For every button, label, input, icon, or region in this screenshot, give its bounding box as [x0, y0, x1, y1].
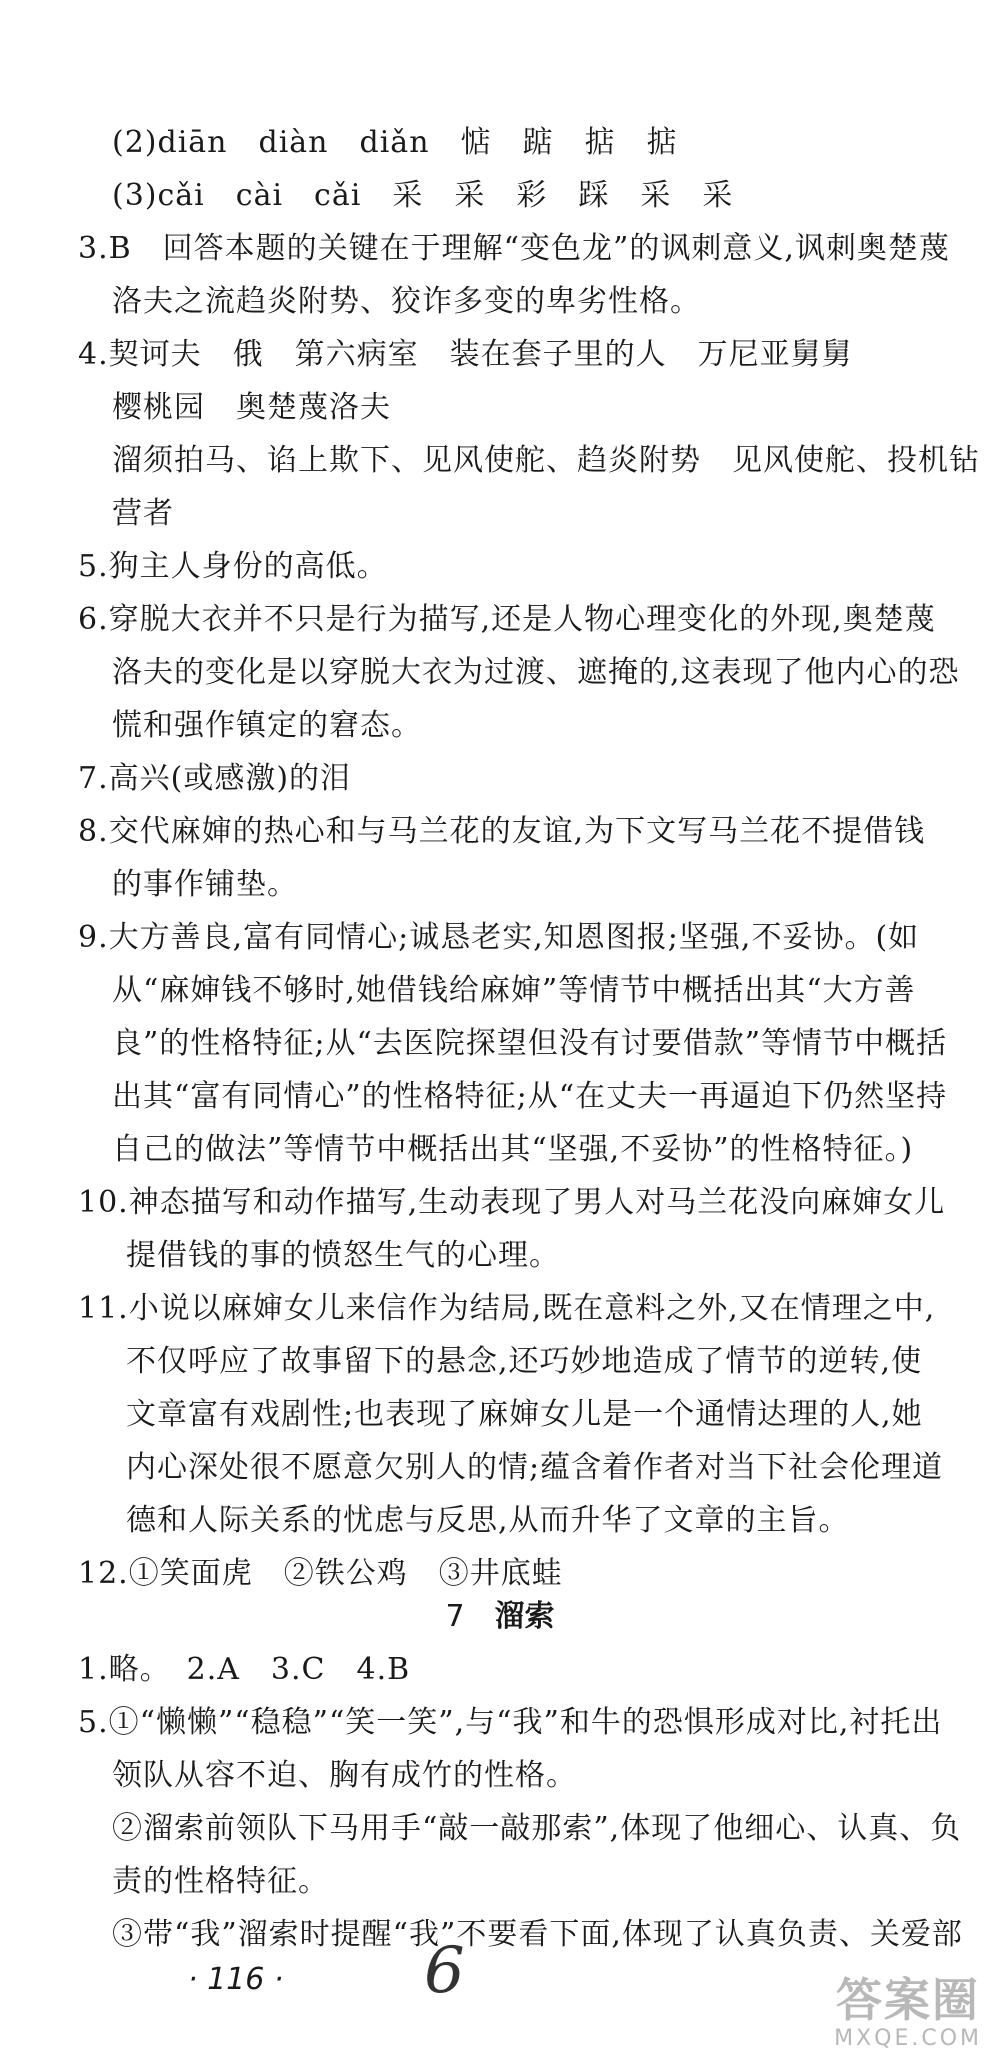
text-line: 从“麻婶钱不够时,她借钱给麻婶”等情节中概括出其“大方善: [112, 973, 916, 1008]
text-line: 自己的做法”等情节中概括出其“坚强,不妥协”的性格特征。): [112, 1132, 914, 1167]
text-line: 营者: [112, 496, 174, 531]
text-line: 良”的性格特征;从“去医院探望但没有讨要借款”等情节中概括: [112, 1026, 948, 1061]
text-line: 1.略。 2.A 3.C 4.B: [78, 1652, 411, 1687]
text-line: ③带“我”溜索时提醒“我”不要看下面,体现了认真负责、关爱部: [112, 1917, 963, 1952]
text-line: 内心深处很不愿意欠别人的情;蕴含着作者对当下社会伦理道: [126, 1450, 944, 1485]
text-line: 慌和强作镇定的窘态。: [112, 708, 422, 743]
watermark: [834, 1974, 982, 2052]
text-line: ②溜索前领队下马用手“敲一敲那索”,体现了他细心、认真、负: [112, 1811, 962, 1846]
text-line: 德和人际关系的忧虑与反思,从而升华了文章的主旨。: [126, 1503, 850, 1538]
section-number: 7: [445, 1599, 465, 1634]
text-line: 4.契诃夫 俄 第六病室 装在套子里的人 万尼亚舅舅: [78, 337, 853, 372]
text-line: 8.交代麻婶的热心和与马兰花的友谊,为下文写马兰花不提借钱: [78, 814, 926, 849]
text-line: 樱桃园 奥楚蔑洛夫: [112, 390, 391, 425]
text-line: 提借钱的事的愤怒生气的心理。: [126, 1238, 560, 1273]
text-line: 责的性格特征。: [112, 1864, 329, 1899]
text-line: 洛夫的变化是以穿脱大衣为过渡、遮掩的,这表现了他内心的恐: [112, 655, 960, 690]
watermark-url: MXQE.COM: [834, 2026, 982, 2051]
text-line: 12.①笑面虎 ②铁公鸡 ③井底蛙: [78, 1556, 563, 1591]
text-line: 领队从容不迫、胸有成竹的性格。: [112, 1758, 577, 1793]
text-line: 6.穿脱大衣并不只是行为描写,还是人物心理变化的外现,奥楚蔑: [78, 602, 936, 637]
section-heading: [0, 1597, 1000, 1637]
text-line: 11.小说以麻婶女儿来信作为结局,既在意料之外,又在情理之中,: [78, 1291, 936, 1326]
text-line: (2)diān diàn diǎn 惦 踮 掂 掂: [112, 125, 678, 160]
text-line: 出其“富有同情心”的性格特征;从“在丈夫一再逼迫下仍然坚持: [112, 1079, 948, 1114]
text-line: (3)cǎi cài cǎi 采 采 彩 踩 采 采: [112, 178, 734, 213]
text-line: 文章富有戏剧性;也表现了麻婶女儿是一个通情达理的人,她: [126, 1397, 923, 1432]
text-line: 不仅呼应了故事留下的悬念,还巧妙地造成了情节的逆转,使: [126, 1344, 923, 1379]
text-line: 5.狗主人身份的高低。: [78, 549, 388, 584]
text-line: 7.高兴(或感激)的泪: [78, 761, 352, 796]
section-title: 溜索: [494, 1599, 555, 1634]
text-line: 溜须拍马、谄上欺下、见风使舵、趋炎附势 见风使舵、投机钻: [112, 443, 980, 478]
page-number: · 116 ·: [188, 1962, 284, 1997]
text-line: 的事作铺垫。: [112, 867, 298, 902]
text-line: 洛夫之流趋炎附势、狡诈多变的卑劣性格。: [112, 284, 701, 319]
text-line: 9.大方善良,富有同情心;诚恳老实,知恩图报;坚强,不妥协。(如: [78, 920, 920, 955]
watermark-logo: 答案圈: [836, 1973, 981, 2027]
text-line: 10.神态描写和动作描写,生动表现了男人对马兰花没向麻婶女儿: [78, 1185, 946, 1220]
text-line: 3.B 回答本题的关键在于理解“变色龙”的讽刺意义,讽刺奥楚蔑: [78, 231, 950, 266]
handwritten-mark: 6: [424, 1934, 465, 2008]
text-line: 5.①“懒懒”“稳稳”“笑一笑”,与“我”和牛的恐惧形成对比,衬托出: [78, 1705, 943, 1740]
